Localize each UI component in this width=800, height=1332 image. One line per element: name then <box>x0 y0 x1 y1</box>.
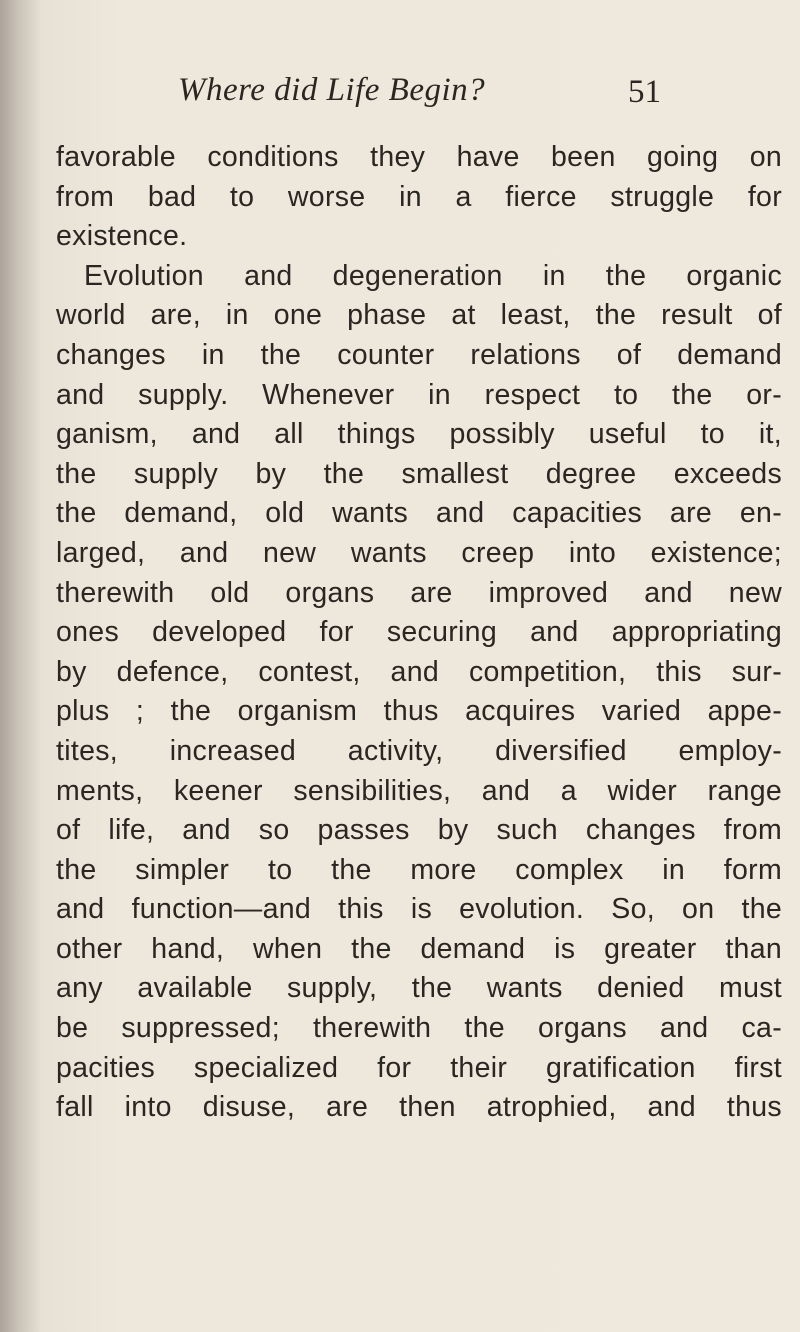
text-line: world are, in one phase at least, the result of <box>56 299 782 332</box>
text-line: plus ; the organism thus acquires varied appe- <box>56 695 782 728</box>
text-line: by defence, contest, and competition, this sur- <box>56 655 782 688</box>
text-line: pacities specialized for their gratification first <box>56 1051 782 1084</box>
text-line: the supply by the smallest degree exceeds <box>56 457 782 490</box>
page-number: 51 <box>628 74 661 110</box>
text-line: and supply. Whenever in respect to the or- <box>56 378 782 411</box>
text-line: therewith old organs are improved and new <box>56 576 782 609</box>
text-line: tites, increased activity, diversified employ- <box>56 734 782 767</box>
text-line: the demand, old wants and capacities are en- <box>56 497 782 530</box>
body-text <box>56 140 782 1130</box>
text-line: the simpler to the more complex in form <box>56 853 782 886</box>
running-title: Where did Life Begin? <box>178 72 486 108</box>
text-line: changes in the counter relations of demand <box>56 338 782 371</box>
text-line: other hand, when the demand is greater than <box>56 932 782 965</box>
text-line: Evolution and degeneration in the organic <box>84 259 782 292</box>
text-line: be suppressed; therewith the organs and ca- <box>56 1012 782 1045</box>
text-line: favorable conditions they have been going on <box>56 141 782 173</box>
text-line: from bad to worse in a fierce struggle for <box>56 180 782 213</box>
text-line: ones developed for securing and appropriating <box>56 616 782 649</box>
text-line: existence. <box>56 220 188 253</box>
text-line: ganism, and all things possibly useful to it, <box>56 418 782 451</box>
text-line: and function—and this is evolution. So, on the <box>56 893 782 926</box>
text-line: ments, keener sensibilities, and a wider range <box>56 774 782 807</box>
page-header <box>0 72 800 122</box>
text-line: of life, and so passes by such changes from <box>56 814 782 847</box>
text-line: any available supply, the wants denied must <box>56 972 782 1005</box>
gutter-shadow <box>0 0 40 1332</box>
text-line: fall into disuse, are then atrophied, and thus <box>56 1091 782 1124</box>
text-line: larged, and new wants creep into existence; <box>56 536 782 569</box>
